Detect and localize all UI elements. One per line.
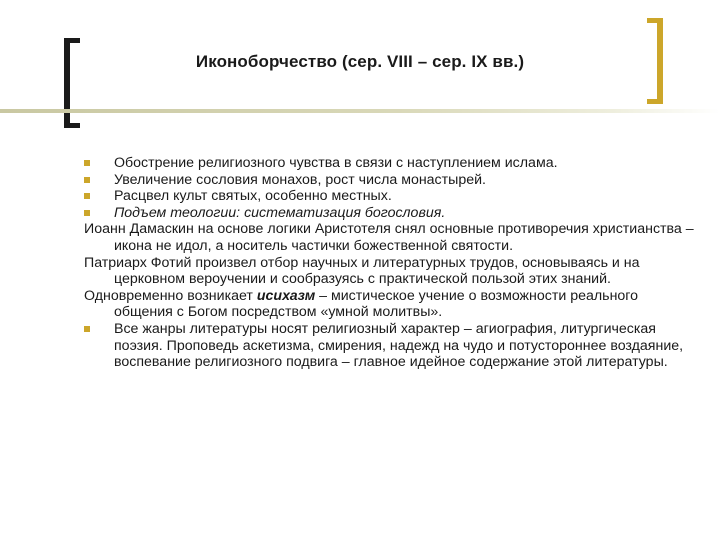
right-bracket-top bbox=[647, 18, 663, 23]
bullet-item bbox=[84, 188, 694, 205]
square-bullet-icon bbox=[84, 326, 90, 332]
bullet-item bbox=[84, 155, 694, 172]
square-bullet-icon bbox=[84, 193, 90, 199]
bullet-text: Все жанры литературы носят религиозный характер – агиография, литургическая поэзия. Проповедь аскетизма, смирения, надежд на чудо и потустороннее воздаяние, воспевание религиозного подвига – главное идейное содержание этой литературы. bbox=[114, 320, 684, 371]
bullet-item bbox=[84, 172, 694, 189]
title-divider-band bbox=[0, 109, 720, 113]
square-bullet-icon bbox=[84, 210, 90, 216]
bullet-item bbox=[84, 321, 694, 371]
paragraph-photius: Патриарх Фотий произвел отбор научных и литературных трудов, основываясь и на церковном вероучении и сообразуясь с практической пользой этих знаний. bbox=[84, 254, 640, 288]
bullet-text: Обострение религиозного чувства в связи с наступлением ислама. bbox=[114, 155, 558, 171]
bullet-text: Расцвел культ святых, особенно местных. bbox=[114, 188, 392, 205]
hesychasm-term: исихазм bbox=[256, 287, 316, 304]
left-bracket-bottom bbox=[64, 123, 80, 128]
right-bracket-bottom bbox=[647, 99, 663, 104]
paragraph-hesychasm bbox=[84, 288, 694, 321]
hesychasm-lead: Одновременно возникает bbox=[84, 287, 257, 304]
bullet-text: Подъем теологии: систематизация богословия. bbox=[114, 204, 446, 221]
hesychasm-rest: – мистическое учение о возможности реального общения с Богом посредством «умной молитвы». bbox=[114, 287, 639, 321]
left-bracket-top bbox=[64, 38, 80, 43]
slide-body bbox=[84, 155, 694, 371]
right-bracket bbox=[657, 18, 663, 104]
bullet-text: Увеличение сословия монахов, рост числа монастырей. bbox=[114, 171, 486, 188]
slide-title: Иконоборчество (сер. VIII – сер. IX вв.) bbox=[195, 52, 525, 71]
square-bullet-icon bbox=[84, 160, 90, 166]
paragraph-damaskin: Иоанн Дамаскин на основе логики Аристотеля снял основные противоречия христианства – икона не идол, а носитель частички божественной святости. bbox=[84, 221, 694, 254]
left-bracket bbox=[64, 38, 70, 128]
square-bullet-icon bbox=[84, 177, 90, 183]
bullet-item bbox=[84, 205, 694, 222]
